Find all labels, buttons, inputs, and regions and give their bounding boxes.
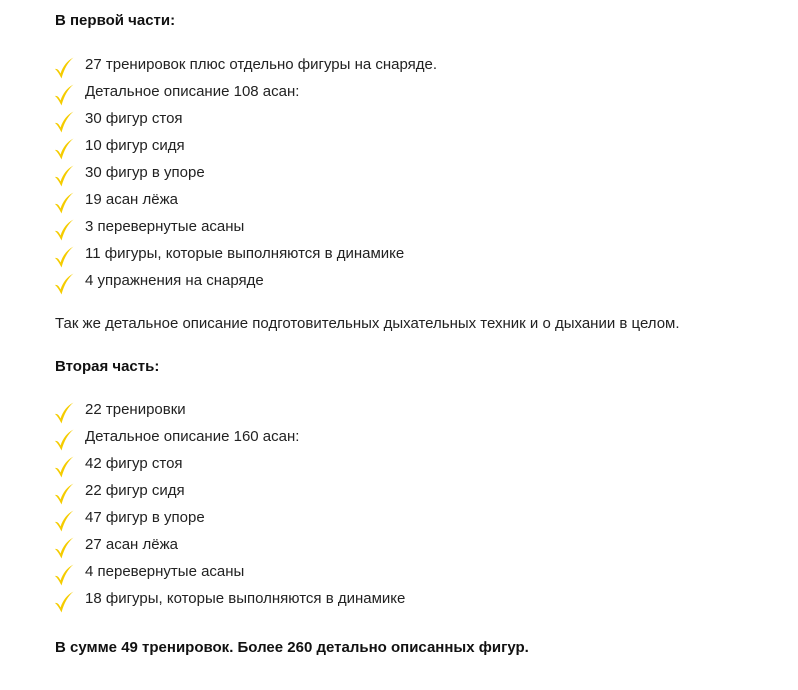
list-item <box>52 400 405 427</box>
list-item <box>52 109 437 136</box>
checkmark-icon <box>52 455 76 479</box>
list-item <box>52 271 437 298</box>
checkmark-icon <box>52 164 76 188</box>
list-item-label: 27 тренировок плюс отдельно фигуры на снаряде. <box>85 56 438 73</box>
part1-heading: В первой части: <box>55 12 176 29</box>
part1-note: Так же детальное описание подготовительных дыхательных техник и о дыхании в целом. <box>55 315 680 332</box>
list-item <box>52 244 437 271</box>
list-item <box>52 136 437 163</box>
checkmark-icon <box>52 509 76 533</box>
list-item-label: 22 фигур сидя <box>85 482 185 499</box>
list-item <box>52 55 437 82</box>
list-item-label: Детальное описание 108 асан: <box>85 83 300 100</box>
list-item <box>52 454 405 481</box>
list-item-label: 30 фигур стоя <box>85 110 183 127</box>
checkmark-icon <box>52 536 76 560</box>
checkmark-icon <box>52 218 76 242</box>
checkmark-icon <box>52 401 76 425</box>
list-item <box>52 508 405 535</box>
list-item-label: 3 перевернутые асаны <box>85 218 245 235</box>
list-item-label: 4 упражнения на снаряде <box>85 272 264 289</box>
list-item-label: 11 фигуры, которые выполняются в динамике <box>85 245 405 262</box>
list-item <box>52 190 437 217</box>
part1-checklist <box>52 55 437 298</box>
checkmark-icon <box>52 110 76 134</box>
list-item-label: 19 асан лёжа <box>85 191 178 208</box>
checkmark-icon <box>52 245 76 269</box>
list-item <box>52 427 405 454</box>
list-item-label: 4 перевернутые асаны <box>85 563 245 580</box>
checkmark-icon <box>52 272 76 296</box>
checkmark-icon <box>52 563 76 587</box>
list-item <box>52 163 437 190</box>
part2-heading: Вторая часть: <box>55 358 160 375</box>
list-item-label: 30 фигур в упоре <box>85 164 205 181</box>
list-item-label: Детальное описание 160 асан: <box>85 428 300 445</box>
list-item-label: 18 фигуры, которые выполняются в динамике <box>85 590 406 607</box>
list-item <box>52 589 405 616</box>
checkmark-icon <box>52 137 76 161</box>
checkmark-icon <box>52 191 76 215</box>
list-item-label: 42 фигур стоя <box>85 455 183 472</box>
list-item <box>52 481 405 508</box>
list-item-label: 47 фигур в упоре <box>85 509 205 526</box>
checkmark-icon <box>52 56 76 80</box>
list-item <box>52 217 437 244</box>
summary: В сумме 49 тренировок. Более 260 детально описанных фигур. <box>55 639 529 656</box>
list-item <box>52 562 405 589</box>
list-item-label: 10 фигур сидя <box>85 137 185 154</box>
checkmark-icon <box>52 590 76 614</box>
checkmark-icon <box>52 428 76 452</box>
list-item <box>52 535 405 562</box>
list-item-label: 27 асан лёжа <box>85 536 178 553</box>
checkmark-icon <box>52 83 76 107</box>
list-item-label: 22 тренировки <box>85 401 186 418</box>
list-item <box>52 82 437 109</box>
checkmark-icon <box>52 482 76 506</box>
part2-checklist <box>52 400 405 616</box>
